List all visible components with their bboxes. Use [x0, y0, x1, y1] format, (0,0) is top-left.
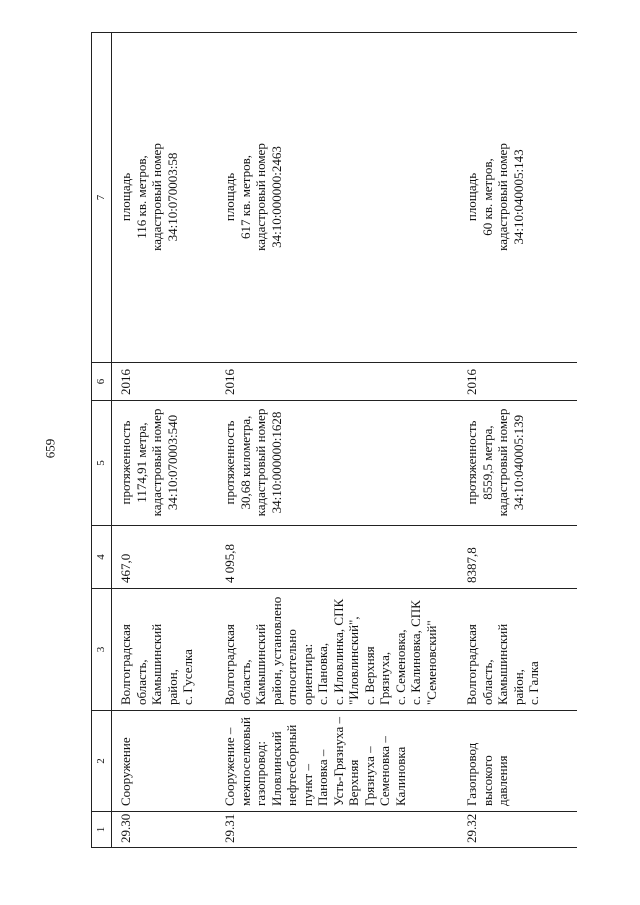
cell-line: протяженность [464, 420, 479, 505]
header-row [92, 33, 112, 848]
object-name-cell [216, 711, 458, 812]
cell-line: газопровод: [253, 740, 268, 806]
cell-text: 467,0 [118, 553, 133, 583]
cell-line: с. Иловлинка, СПК [330, 598, 346, 705]
cell-line: Волгоградская [118, 624, 133, 705]
row-number-cell [458, 812, 577, 848]
cell-line: 34:10:040005:139 [510, 414, 526, 511]
length-cell [112, 401, 217, 526]
year-cell [458, 363, 577, 401]
cell-line: район, установлено [268, 596, 284, 705]
cell-line: кадастровый номер [149, 143, 164, 251]
cell-line: Грязнуха, [377, 651, 392, 705]
cell-line: Усть-Грязнуха – [330, 717, 346, 806]
location-cell [216, 589, 458, 711]
cell-line: 30,68 километра, [237, 415, 253, 510]
table-row [216, 33, 458, 848]
cell-line: 8559,5 метра, [479, 425, 495, 500]
cell-text: 2016 [222, 369, 237, 395]
cell-line: с. Галка [526, 661, 541, 705]
cell-line: 1174,91 метра, [133, 422, 149, 503]
cell-line: с. Семеновка, [392, 629, 408, 705]
cell-line: протяженность [118, 420, 133, 505]
area-cell [458, 33, 577, 363]
location-cell [112, 589, 217, 711]
cell-line: относительно [284, 629, 299, 705]
cell-line: 617 кв. метров, [237, 155, 253, 239]
cell-line: давления [495, 755, 510, 806]
cell-line: район, [164, 669, 180, 705]
cell-line: область, [479, 659, 495, 705]
cell-line: с. Гуселка [180, 649, 195, 705]
table-row [112, 33, 217, 848]
cell-line: "Семеновский" [423, 620, 439, 705]
cell-line: Иловлинский [268, 731, 284, 806]
cell-line: площадь [118, 172, 133, 222]
cell-line: 34:10:070003:540 [164, 414, 180, 511]
length-cell [216, 401, 458, 526]
cell-line: площадь [222, 172, 237, 222]
column-header: 5 [92, 401, 112, 526]
value-cell [458, 526, 577, 589]
cell-line: 60 кв. метров, [479, 158, 495, 236]
cell-line: 34:10:000000:2463 [268, 146, 284, 248]
column-header: 6 [92, 363, 112, 401]
cell-line: 116 кв. метров, [133, 155, 149, 239]
cell-line: 34:10:040005:143 [510, 149, 526, 245]
cell-line: пункт – Пановка – [299, 749, 330, 806]
cell-text: 29.32 [464, 813, 479, 843]
cell-text: 2016 [118, 369, 133, 395]
cell-line: Камышинский [253, 623, 268, 705]
table-row [458, 33, 577, 848]
cell-line: кадастровый номер [495, 143, 510, 251]
cell-line: межпоселковый [237, 717, 253, 806]
cell-line: Камышинский [149, 623, 164, 705]
cell-line: Сооружение [118, 737, 133, 806]
cell-text: 29.31 [222, 813, 237, 843]
page-number: 659 [42, 438, 58, 459]
length-cell [458, 401, 577, 526]
cell-line: кадастровый номер [253, 408, 268, 517]
cell-line: район, [510, 669, 526, 705]
value-cell [216, 526, 458, 589]
object-name-cell [458, 711, 577, 812]
row-number-cell [112, 812, 217, 848]
cell-text: 8387,8 [464, 547, 479, 583]
cell-line: ориентира: [299, 643, 315, 705]
cell-line: Сооружение – [222, 727, 237, 806]
cell-line: кадастровый номер [149, 408, 164, 517]
rotated-table-container [91, 33, 566, 848]
cell-line: кадастровый номер [253, 143, 268, 251]
year-cell [216, 363, 458, 401]
cell-line: Газопровод высокого [464, 742, 495, 806]
cell-line: Калиновка [392, 746, 408, 806]
cell-line: область, [133, 659, 149, 705]
cell-text: 2016 [464, 369, 479, 395]
cell-line: Камышинский [495, 623, 510, 705]
column-header: 1 [92, 812, 112, 848]
cell-line: Верхняя Грязнуха – [346, 746, 377, 806]
column-header: 2 [92, 711, 112, 812]
cell-line: Семеновка – [377, 736, 392, 806]
value-cell [112, 526, 217, 589]
cell-text: 4 095,8 [222, 544, 237, 583]
location-cell [458, 589, 577, 711]
cell-line: 34:10:070003:58 [164, 152, 180, 242]
cell-line: с. Верхняя [361, 646, 377, 705]
area-cell [216, 33, 458, 363]
column-header: 3 [92, 589, 112, 711]
cell-line: с. Пановка, [315, 642, 330, 705]
cell-line: Волгоградская [464, 624, 479, 705]
column-header: 4 [92, 526, 112, 589]
cell-line: Волгоградская [222, 624, 237, 705]
row-number-cell [216, 812, 458, 848]
column-header: 7 [92, 33, 112, 363]
cell-line: нефтесборный [284, 724, 299, 806]
cell-line: "Иловлинский", [346, 616, 361, 705]
area-cell [112, 33, 217, 363]
object-name-cell [112, 711, 217, 812]
cell-line: кадастровый номер [495, 408, 510, 517]
cell-text: 29.30 [118, 813, 133, 843]
cell-line: 34:10:000000:1628 [268, 411, 284, 514]
cell-line: область, [237, 659, 253, 705]
cell-line: протяженность [222, 420, 237, 505]
cell-line: с. Калиновка, СПК [408, 600, 423, 705]
year-cell [112, 363, 217, 401]
cell-line: площадь [464, 172, 479, 222]
property-table [91, 32, 577, 848]
